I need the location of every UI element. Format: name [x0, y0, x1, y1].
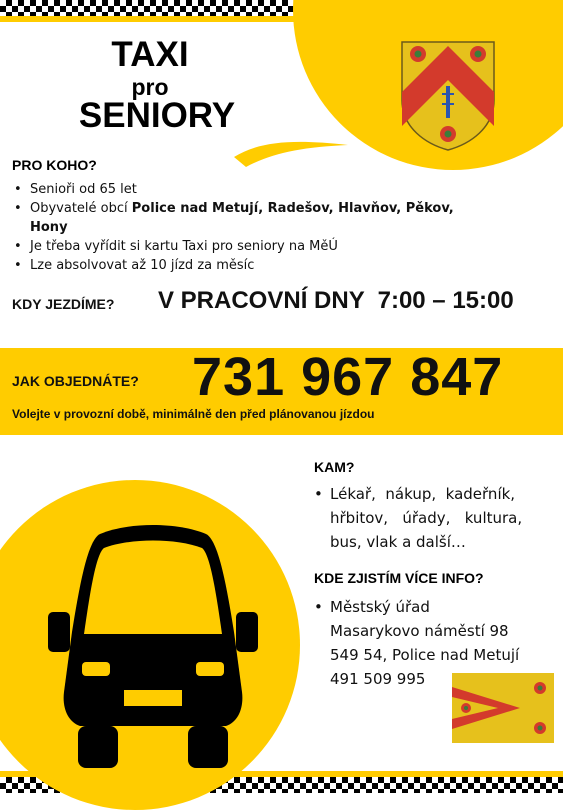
- title-line-2: pro: [131, 74, 169, 100]
- title-line-1: TAXI: [111, 35, 189, 74]
- destinations-list: [308, 482, 548, 554]
- list-item: • Lékař, nákup, kadeřník, hřbitov, úřady, kultura, bus, vlak a další…: [308, 482, 548, 554]
- kam-heading: KAM?: [314, 459, 355, 475]
- list-item: • Městský úřad Masarykovo náměstí 98 549 54, Police nad Metují 491 509 995: [308, 595, 558, 691]
- order-note: Volejte v provozní době, minimálně den před plánovanou jízdou: [12, 407, 375, 421]
- schedule-label: KDY JEZDÍME?: [12, 296, 115, 312]
- list-item: • Obyvatelé obcí Police nad Metují, Radešov, Hlavňov, Pěkov, Hony: [8, 199, 528, 237]
- eligibility-list: [8, 180, 528, 275]
- list-item: • Lze absolvovat až 10 jízd za měsíc: [8, 256, 528, 275]
- pro-koho-heading: PRO KOHO?: [12, 157, 97, 173]
- town-flag-icon: [452, 673, 554, 743]
- list-item: • Senioři od 65 let: [8, 180, 528, 199]
- van-icon: [38, 522, 268, 772]
- schedule-value: V PRACOVNÍ DNY 7:00 – 15:00: [158, 287, 514, 314]
- list-item: • Je třeba vyřídit si kartu Taxi pro seniory na MěÚ: [8, 237, 528, 256]
- title-line-3: SENIORY: [78, 96, 236, 135]
- order-label: JAK OBJEDNÁTE?: [12, 373, 139, 389]
- phone-number: 731 967 847: [192, 347, 504, 407]
- swoosh-decoration: [232, 135, 350, 169]
- info-heading: KDE ZJISTÍM VÍCE INFO?: [314, 570, 484, 586]
- coat-of-arms-icon: [398, 40, 498, 152]
